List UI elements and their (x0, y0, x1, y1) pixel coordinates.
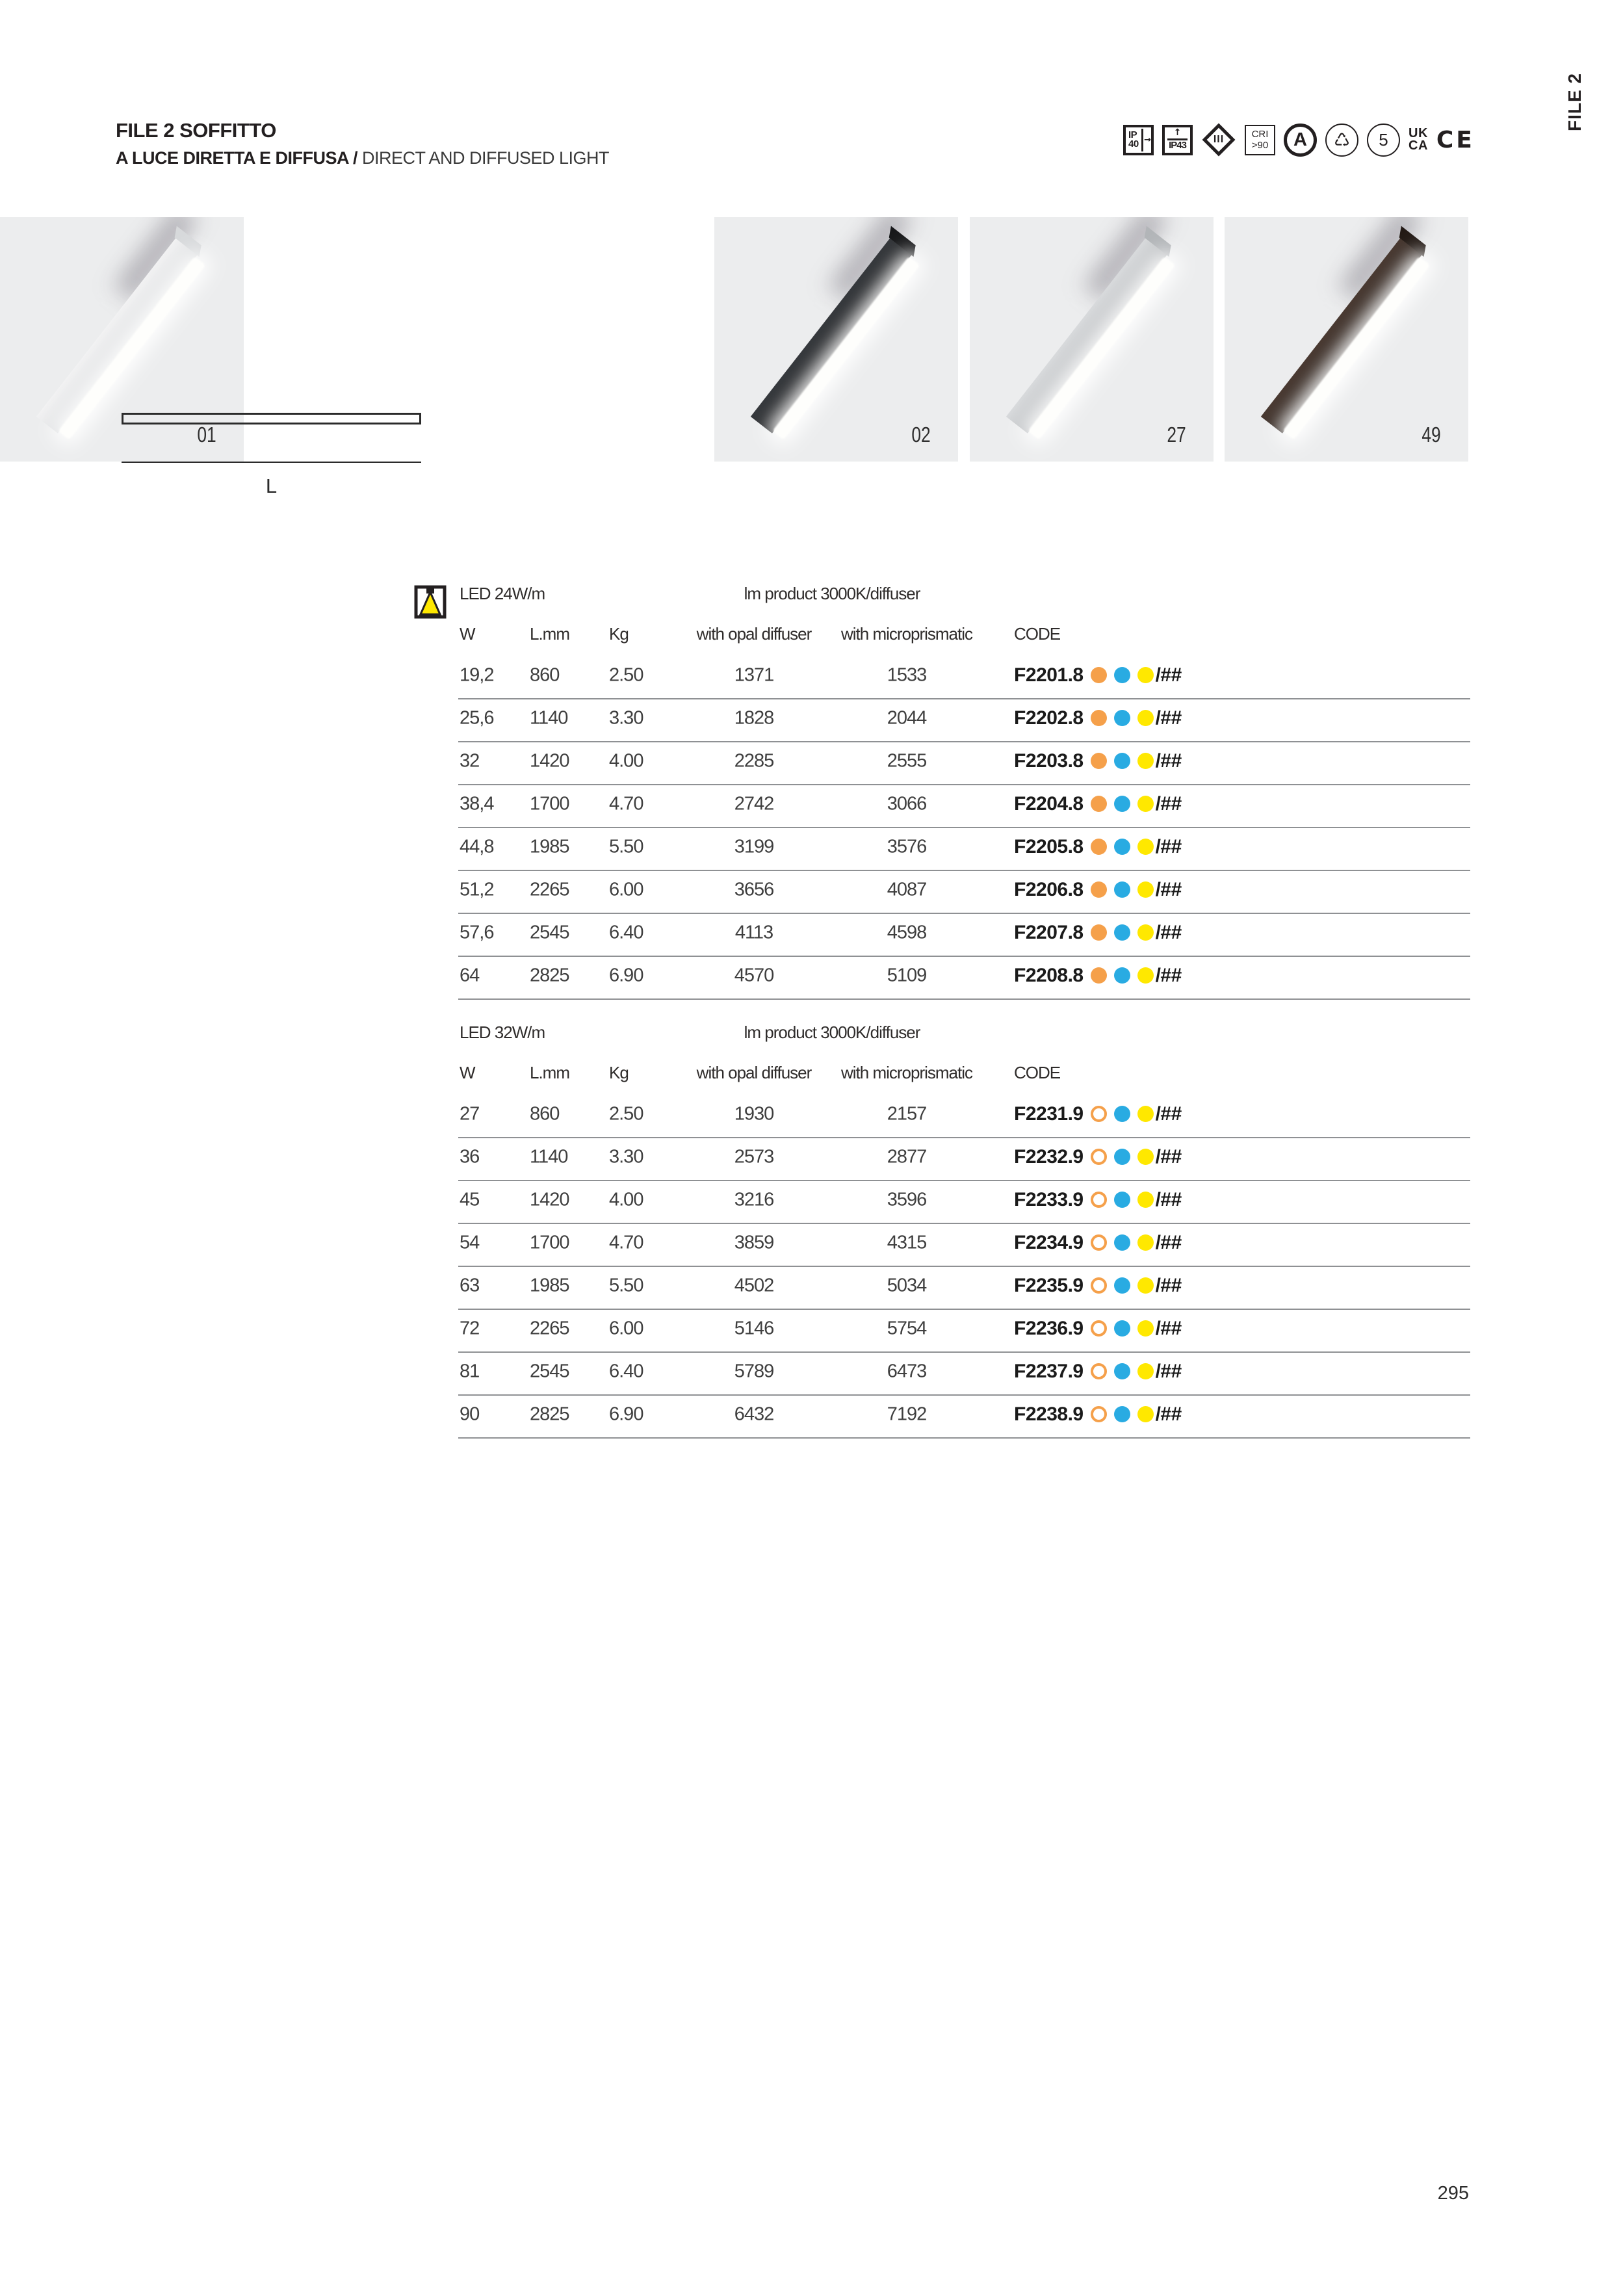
finish-dot-icon (1114, 1277, 1130, 1294)
finish-dot-icon (1137, 881, 1154, 898)
product-code: F2205.8 (1014, 835, 1084, 857)
cell-l: 2545 (530, 922, 569, 943)
guarantee-5-years-icon: 5 (1367, 124, 1400, 157)
cell-kg: 5.50 (609, 1275, 643, 1296)
table-row (458, 1138, 1470, 1181)
finish-dot-icon (1137, 924, 1154, 941)
table-row (458, 828, 1470, 871)
cell-micro: 5754 (887, 1318, 927, 1339)
table-row (458, 1396, 1470, 1439)
cell-kg: 2.50 (609, 664, 643, 686)
subtitle-english: DIRECT AND DIFFUSED LIGHT (362, 148, 610, 168)
led-wattage-label: LED 32W/m (460, 1023, 545, 1042)
cell-opal: 5146 (734, 1318, 774, 1339)
cell-micro: 1533 (887, 664, 927, 686)
certification-icons (1123, 122, 1475, 157)
column-header: with opal diffuser (696, 1063, 812, 1082)
column-header: with opal diffuser (696, 624, 812, 644)
finish-dot-icon (1091, 1277, 1107, 1294)
cell-opal: 2285 (734, 750, 774, 772)
code-suffix: /## (1155, 835, 1182, 857)
cell-w: 63 (460, 1275, 480, 1296)
cell-micro: 3066 (887, 793, 927, 815)
cell-kg: 3.30 (609, 707, 643, 729)
finish-dot-icon (1091, 1363, 1107, 1379)
finish-dot-icon (1091, 967, 1107, 984)
product-code: F2237.9 (1014, 1360, 1084, 1382)
cell-code (1014, 922, 1182, 944)
cell-opal: 3859 (734, 1232, 774, 1253)
cell-w: 27 (460, 1103, 480, 1125)
cell-w: 36 (460, 1146, 480, 1168)
finish-dot-icon (1091, 796, 1107, 812)
product-code: F2203.8 (1014, 750, 1084, 772)
cell-code (1014, 664, 1182, 686)
finish-dot-icon (1137, 1234, 1154, 1251)
cell-code (1014, 1275, 1182, 1297)
column-header: Kg (609, 1063, 629, 1082)
product-code: F2207.8 (1014, 921, 1084, 943)
cell-l: 1700 (530, 1232, 569, 1253)
lumen-header: lm product 3000K/diffuser (744, 584, 920, 603)
lumen-header: lm product 3000K/diffuser (744, 1023, 920, 1042)
dimension-drawing (122, 410, 421, 507)
finish-dot-icon (1137, 1363, 1154, 1379)
code-suffix: /## (1155, 707, 1182, 729)
cell-opal: 4570 (734, 965, 774, 986)
cell-w: 51,2 (460, 879, 494, 900)
code-suffix: /## (1155, 750, 1182, 772)
column-header: with microprismatic (840, 624, 973, 644)
column-header: W (460, 624, 475, 644)
cell-w: 45 (460, 1189, 480, 1210)
finish-dot-icon (1114, 924, 1130, 941)
cell-w: 32 (460, 750, 480, 772)
finish-dot-icon (1091, 1320, 1107, 1337)
cell-l: 860 (530, 664, 560, 686)
table-row (458, 1181, 1470, 1224)
cell-opal: 1371 (734, 664, 774, 686)
cell-w: 54 (460, 1232, 480, 1253)
product-code: F2233.9 (1014, 1188, 1084, 1210)
cell-micro: 2555 (887, 750, 927, 772)
cell-code (1014, 1403, 1182, 1426)
cell-l: 2265 (530, 1318, 569, 1339)
product-code: F2232.9 (1014, 1145, 1084, 1168)
finish-code: 01 (197, 423, 216, 447)
cell-micro: 4087 (887, 879, 927, 900)
cell-code (1014, 879, 1182, 901)
table-row (458, 914, 1470, 957)
code-suffix: /## (1155, 921, 1182, 943)
finish-dot-icon (1137, 1149, 1154, 1165)
code-suffix: /## (1155, 1231, 1182, 1253)
cell-kg: 4.70 (609, 793, 643, 815)
cell-micro: 4315 (887, 1232, 927, 1253)
finish-dot-icon (1137, 1192, 1154, 1208)
finish-dot-icon (1114, 667, 1130, 683)
cell-l: 1700 (530, 793, 569, 815)
cell-kg: 6.00 (609, 1318, 643, 1339)
direct-light-icon (414, 585, 447, 622)
product-code: F2236.9 (1014, 1317, 1084, 1339)
page-title: FILE 2 SOFFITTO (116, 119, 276, 142)
table-row (458, 657, 1470, 699)
cell-opal: 3199 (734, 836, 774, 857)
cell-kg: 5.50 (609, 836, 643, 857)
column-headers (458, 615, 1470, 657)
cell-kg: 4.70 (609, 1232, 643, 1253)
finish-dot-icon (1137, 667, 1154, 683)
cell-l: 1140 (530, 1146, 568, 1168)
length-label: L (265, 475, 278, 497)
table-row (458, 699, 1470, 742)
page-subtitle (116, 148, 609, 168)
finish-dot-icon (1114, 1234, 1130, 1251)
finish-tile-02 (714, 217, 958, 462)
product-code: F2202.8 (1014, 707, 1084, 729)
cell-opal: 4113 (734, 922, 773, 943)
finish-dot-icon (1137, 1406, 1154, 1422)
table-row (458, 1095, 1470, 1138)
cell-l: 1140 (530, 707, 568, 729)
code-suffix: /## (1155, 664, 1182, 686)
class-iii-icon: III (1201, 122, 1236, 157)
finish-dot-icon (1114, 1320, 1130, 1337)
cell-code (1014, 836, 1182, 858)
table-row (458, 1267, 1470, 1310)
code-suffix: /## (1155, 964, 1182, 986)
luminaire-image (1006, 237, 1177, 441)
luminaire-image (750, 237, 922, 441)
table-row (458, 957, 1470, 1000)
cell-l: 2545 (530, 1361, 569, 1382)
cell-l: 860 (530, 1103, 560, 1125)
cell-w: 72 (460, 1318, 480, 1339)
cell-code (1014, 1232, 1182, 1254)
spec-table-led24 (458, 577, 1470, 1000)
cell-w: 38,4 (460, 793, 494, 815)
cell-l: 1985 (530, 836, 569, 857)
cell-l: 1420 (530, 750, 569, 772)
recyclable-icon: ♺ (1325, 124, 1358, 157)
finish-dot-icon (1114, 1363, 1130, 1379)
cell-w: 25,6 (460, 707, 494, 729)
cell-micro: 5109 (887, 965, 927, 986)
finish-dot-icon (1114, 796, 1130, 812)
column-header: L.mm (530, 624, 569, 644)
code-suffix: /## (1155, 792, 1182, 815)
code-suffix: /## (1155, 1317, 1182, 1339)
finish-dot-icon (1114, 1106, 1130, 1122)
code-suffix: /## (1155, 1403, 1182, 1425)
cell-kg: 6.00 (609, 879, 643, 900)
finish-dot-icon (1091, 1106, 1107, 1122)
cell-kg: 6.40 (609, 1361, 643, 1382)
finish-dot-icon (1114, 839, 1130, 855)
cell-w: 90 (460, 1403, 480, 1425)
luminaire-image (1260, 237, 1432, 441)
page-number: 295 (1437, 2183, 1469, 2204)
finish-dot-icon (1137, 1106, 1154, 1122)
column-header: L.mm (530, 1063, 569, 1082)
table-row (458, 785, 1470, 828)
product-code: F2235.9 (1014, 1274, 1084, 1296)
cell-w: 81 (460, 1361, 480, 1382)
cell-w: 57,6 (460, 922, 494, 943)
product-code: F2238.9 (1014, 1403, 1084, 1425)
cell-code (1014, 1189, 1182, 1211)
code-suffix: /## (1155, 1188, 1182, 1210)
finish-dot-icon (1091, 924, 1107, 941)
finish-dot-icon (1091, 881, 1107, 898)
finish-tile-27 (970, 217, 1214, 462)
cell-code (1014, 1361, 1182, 1383)
profile-outline (122, 413, 421, 424)
cell-kg: 4.00 (609, 750, 643, 772)
cell-code (1014, 1146, 1182, 1168)
column-headers (458, 1054, 1470, 1095)
cell-micro: 3576 (887, 836, 927, 857)
cell-opal: 2573 (734, 1146, 774, 1168)
finish-dot-icon (1137, 839, 1154, 855)
column-header: with microprismatic (840, 1063, 973, 1082)
cell-opal: 3216 (734, 1189, 774, 1210)
cell-opal: 4502 (734, 1275, 774, 1296)
finish-dot-icon (1114, 753, 1130, 769)
table-row (458, 742, 1470, 785)
finish-dot-icon (1137, 796, 1154, 812)
table-row (458, 1310, 1470, 1353)
product-code: F2201.8 (1014, 664, 1084, 686)
energy-class-a-icon: A (1284, 124, 1317, 157)
column-header: CODE (1014, 624, 1061, 644)
cell-l: 1985 (530, 1275, 569, 1296)
finish-dot-icon (1091, 753, 1107, 769)
cell-code (1014, 793, 1182, 815)
dimension-line (122, 462, 421, 463)
code-suffix: /## (1155, 878, 1182, 900)
code-suffix: /## (1155, 1102, 1182, 1125)
cell-code (1014, 965, 1182, 987)
code-suffix: /## (1155, 1360, 1182, 1382)
finish-tile-49 (1225, 217, 1468, 462)
cell-opal: 1828 (734, 707, 774, 729)
cell-opal: 1930 (734, 1103, 774, 1125)
cell-opal: 6432 (734, 1403, 774, 1425)
ip40-icon: IP 40 → (1123, 125, 1154, 155)
cell-kg: 6.90 (609, 965, 643, 986)
finish-dot-icon (1091, 710, 1107, 726)
cell-micro: 6473 (887, 1361, 927, 1382)
cell-kg: 2.50 (609, 1103, 643, 1125)
finish-dot-icon (1091, 839, 1107, 855)
cell-kg: 6.90 (609, 1403, 643, 1425)
product-code: F2206.8 (1014, 878, 1084, 900)
cell-w: 44,8 (460, 836, 494, 857)
product-code: F2234.9 (1014, 1231, 1084, 1253)
finish-dot-icon (1114, 1149, 1130, 1165)
code-suffix: /## (1155, 1274, 1182, 1296)
table-row (458, 1353, 1470, 1396)
product-code: F2231.9 (1014, 1102, 1084, 1125)
cell-code (1014, 750, 1182, 772)
finish-dot-icon (1114, 710, 1130, 726)
finish-dot-icon (1114, 967, 1130, 984)
cell-micro: 2877 (887, 1146, 927, 1168)
finish-dot-icon (1091, 667, 1107, 683)
cell-micro: 5034 (887, 1275, 927, 1296)
led-wattage-label: LED 24W/m (460, 584, 545, 603)
cell-opal: 2742 (734, 793, 774, 815)
finish-dot-icon (1137, 967, 1154, 984)
column-header: CODE (1014, 1063, 1061, 1082)
table-row (458, 1224, 1470, 1267)
finish-code: 02 (911, 423, 931, 447)
column-header: Kg (609, 624, 629, 644)
code-suffix: /## (1155, 1145, 1182, 1168)
cell-opal: 3656 (734, 879, 774, 900)
table-row (458, 871, 1470, 914)
finish-dot-icon (1114, 1406, 1130, 1422)
section-side-tab: FILE 2 (1565, 73, 1585, 132)
cell-kg: 3.30 (609, 1146, 643, 1168)
product-code: F2204.8 (1014, 792, 1084, 815)
finish-dot-icon (1091, 1149, 1107, 1165)
finish-dot-icon (1091, 1234, 1107, 1251)
cell-code (1014, 707, 1182, 729)
finish-code: 27 (1167, 423, 1186, 447)
cell-micro: 7192 (887, 1403, 927, 1425)
spec-table-led32 (458, 1016, 1470, 1439)
cell-code (1014, 1318, 1182, 1340)
cell-kg: 6.40 (609, 922, 643, 943)
cell-l: 2265 (530, 879, 569, 900)
finish-dot-icon (1137, 753, 1154, 769)
finish-dot-icon (1091, 1192, 1107, 1208)
finish-dot-icon (1114, 1192, 1130, 1208)
cell-micro: 2044 (887, 707, 927, 729)
ip43-icon: ↑ IP43 (1162, 125, 1193, 155)
cell-opal: 5789 (734, 1361, 774, 1382)
product-code: F2208.8 (1014, 964, 1084, 986)
column-header: W (460, 1063, 475, 1082)
cell-w: 19,2 (460, 664, 494, 686)
finish-dot-icon (1091, 1406, 1107, 1422)
cell-micro: 3596 (887, 1189, 927, 1210)
finish-dot-icon (1137, 1277, 1154, 1294)
finish-dot-icon (1114, 881, 1130, 898)
subtitle-italian: A LUCE DIRETTA E DIFFUSA / (116, 148, 362, 168)
ce-icon: CE (1436, 126, 1475, 153)
cell-micro: 4598 (887, 922, 927, 943)
cell-micro: 2157 (887, 1103, 927, 1125)
finish-dot-icon (1137, 1320, 1154, 1337)
cell-l: 2825 (530, 965, 569, 986)
cri-icon: CRI >90 (1245, 125, 1275, 155)
ukca-icon: UK CA (1409, 126, 1428, 153)
cell-l: 2825 (530, 1403, 569, 1425)
cell-w: 64 (460, 965, 480, 986)
cell-kg: 4.00 (609, 1189, 643, 1210)
cell-l: 1420 (530, 1189, 569, 1210)
finish-dot-icon (1137, 710, 1154, 726)
cell-code (1014, 1103, 1182, 1125)
finish-code: 49 (1422, 423, 1441, 447)
